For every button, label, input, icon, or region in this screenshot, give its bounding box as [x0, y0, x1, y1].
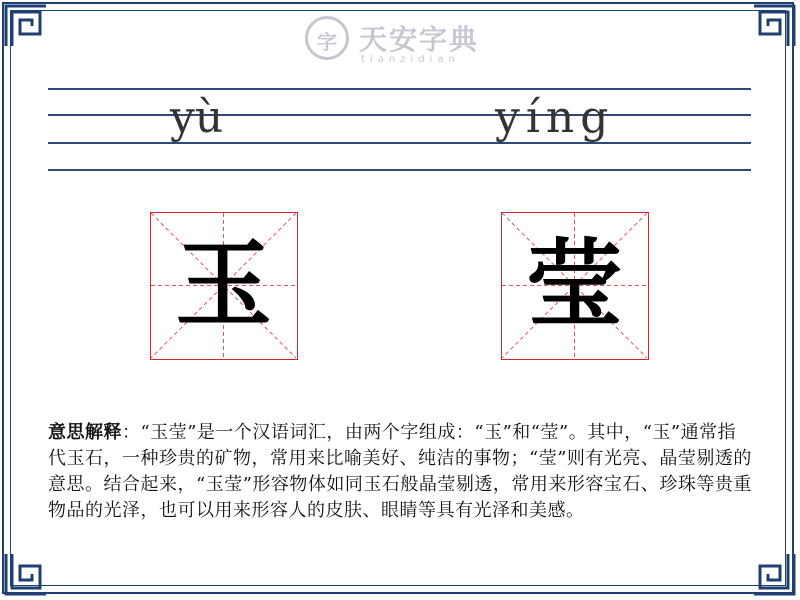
pinyin-line-2 [48, 114, 751, 116]
character-grid-second [501, 212, 649, 360]
corner-ornament-bottom-right [752, 552, 796, 596]
pinyin-second: yíng [495, 92, 615, 143]
meaning-label: 意思解释 [48, 422, 122, 443]
pinyin-line-4 [48, 169, 751, 171]
logo-title: 天安字典 [359, 23, 480, 56]
character-second: 莹 [526, 229, 623, 341]
meaning-description [48, 420, 753, 524]
corner-ornament-bottom-left [4, 552, 48, 596]
logo-seal-icon: 字 [305, 16, 349, 60]
logo-subtitle: tianzidian [361, 54, 460, 65]
character-first: 玉 [175, 229, 272, 341]
corner-ornament-top-left [4, 4, 48, 48]
pinyin-line-3 [48, 142, 751, 144]
pinyin-line-1 [48, 88, 751, 90]
meaning-text: ：“玉莹”是一个汉语词汇，由两个字组成：“玉”和“莹”。其中，“玉”通常指代玉石，一种珍贵的矿物，常用来比喻美好、纯洁的事物；“莹”则有光亮、晶莹剔透的意思。结合起来，“玉莹”形容物体如同玉石般晶莹剔透，常用来形容宝石、珍珠等贵重物品的光泽，也可以用来形容人的皮肤、眼睛等具有光泽和美感。 [48, 422, 752, 521]
character-grid-first [150, 212, 298, 360]
pinyin-first: yù [170, 92, 224, 143]
corner-ornament-top-right [752, 4, 796, 48]
site-logo [305, 14, 505, 74]
